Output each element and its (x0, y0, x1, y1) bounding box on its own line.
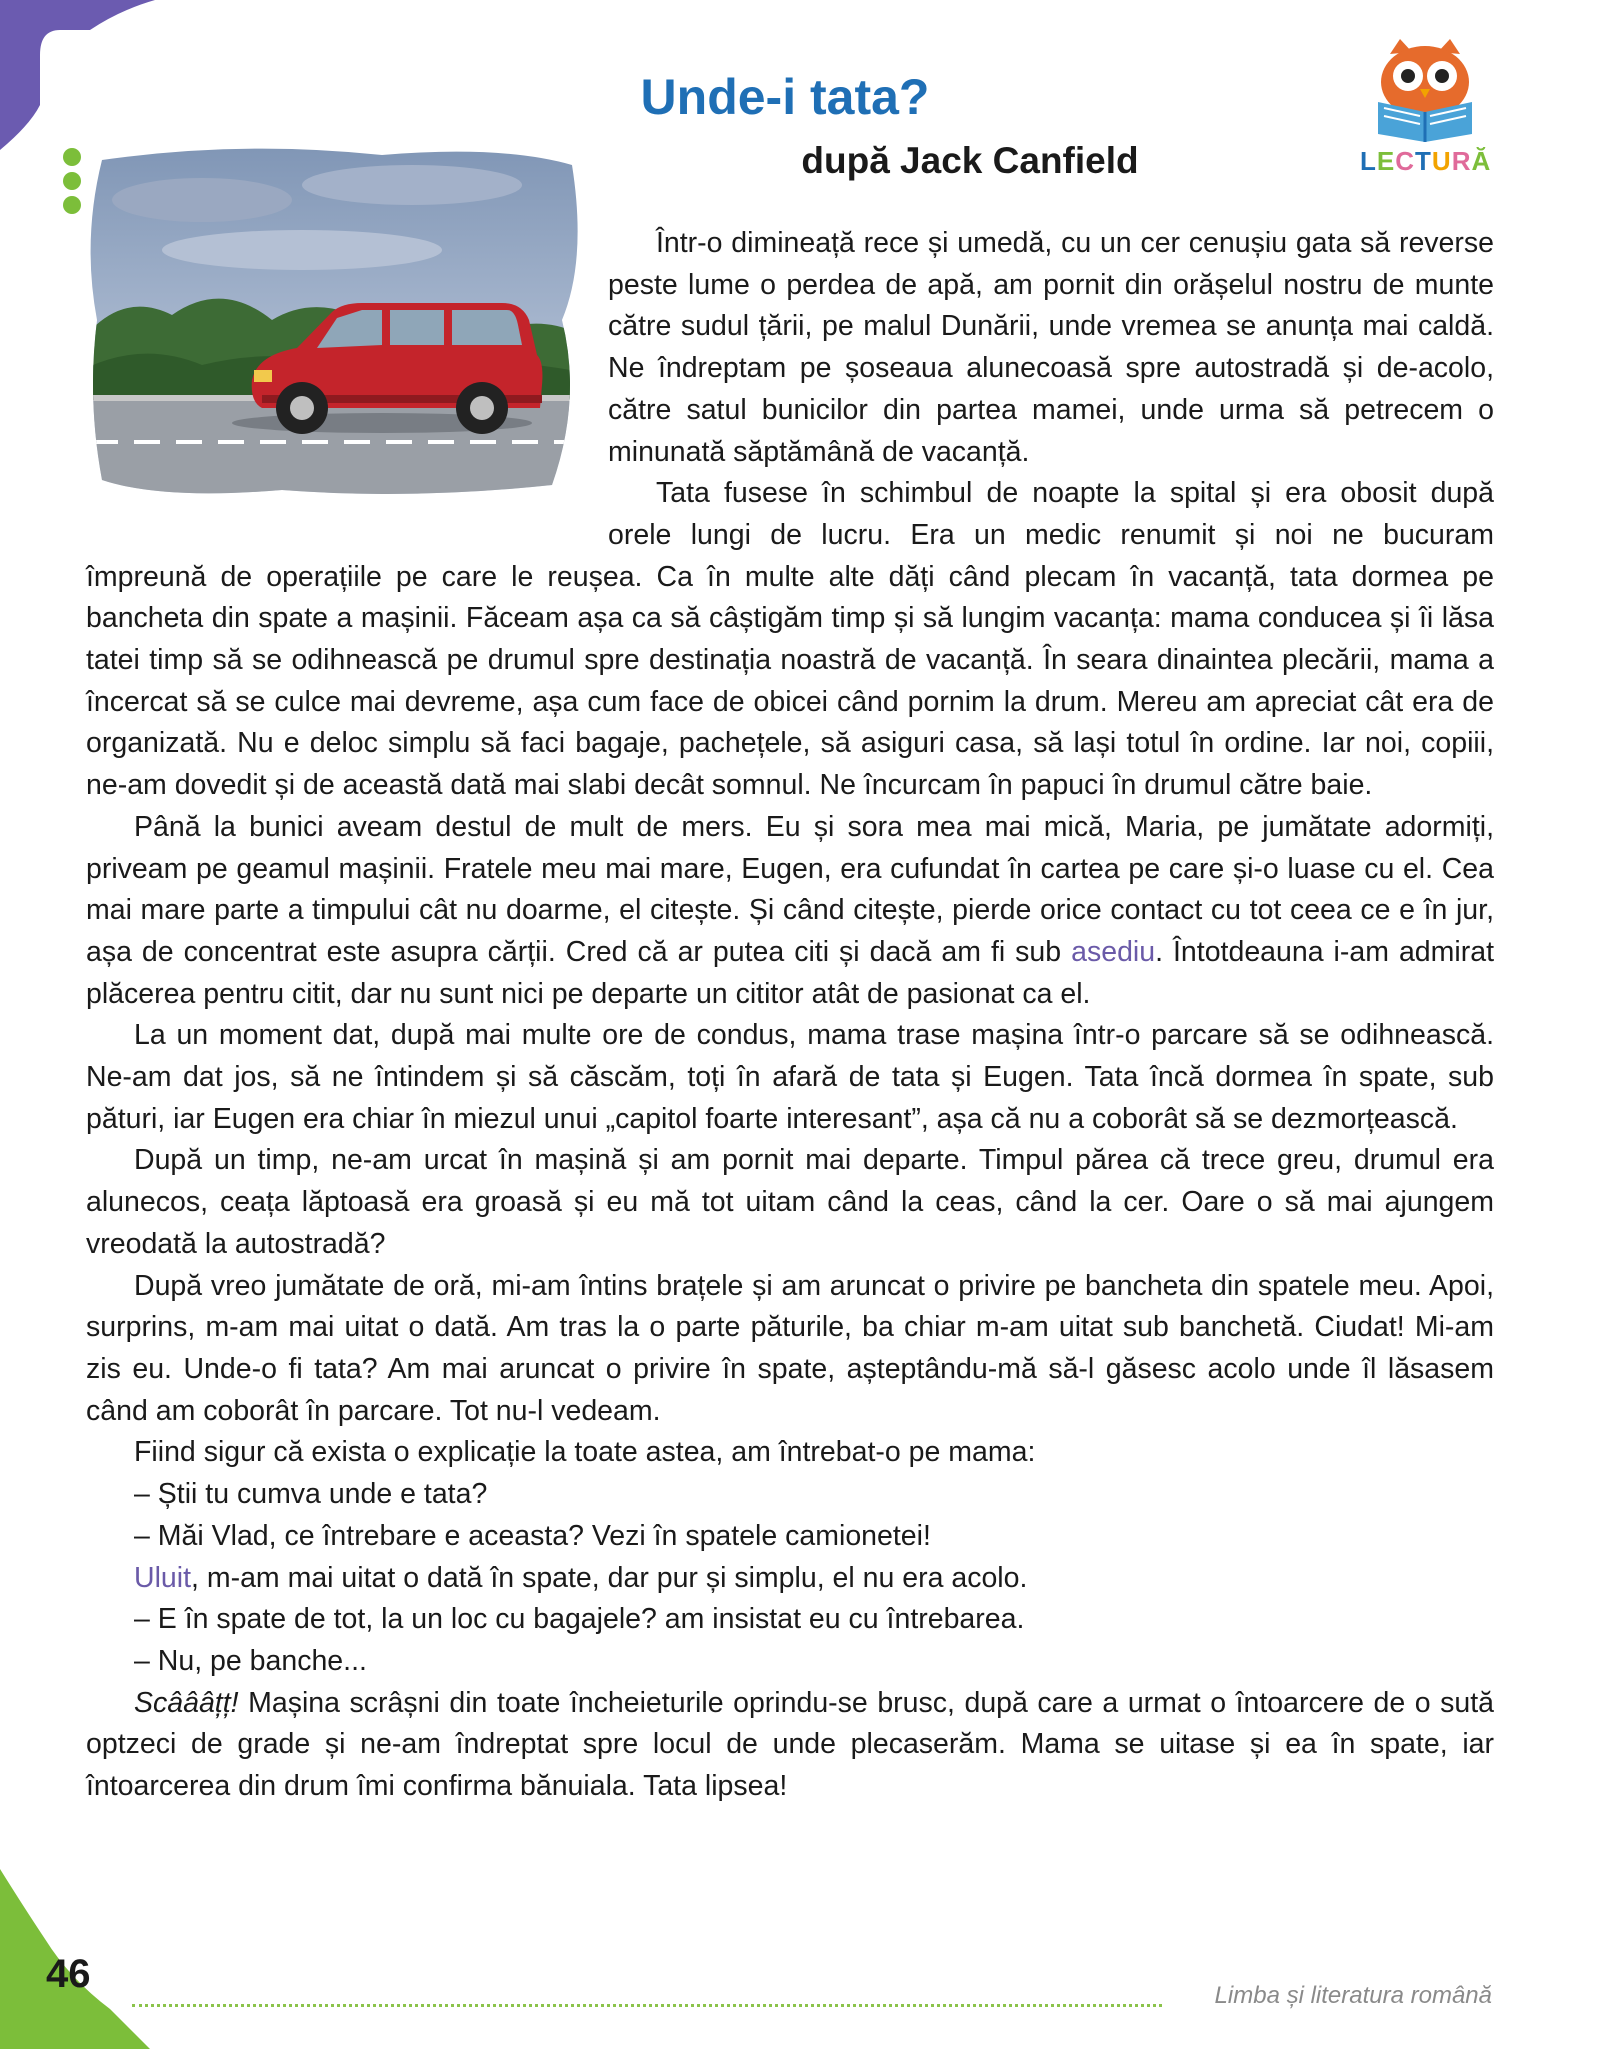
reading-badge (1360, 34, 1490, 194)
corner-decoration-top-left (0, 0, 160, 150)
paragraph-2: Tata fusese în schimbul de noapte la spital și era obosit după orele lungi de lucru. Era un medic renumit și noi ne bucuram împreună de operațiile pe care le reușea. Ca în multe alte dăți când plecam în vacanță, tata dormea pe bancheta din spate a mașinii. Făceam așa ca să câștigăm timp și să lungim vacanța: mama conducea și îi lăsa tatei timp să se odihnească pe drumul spre destinația noastră de vacanță. În seara dinaintea plecării, mama a încercat să se culce mai devreme, așa cum face de obicei când pornim la drum. Mereu am apreciat cât era de organizată. Nu e deloc simplu să faci bagaje, pachețele, să asiguri casa, să lași totul în ordine. Iar noi, copiii, ne-am dovedit și de această dată mai slabi decât somnul. Ne încurcam în papuci în drumul către baie. (86, 477, 1494, 802)
paragraph-3: Până la bunici aveam destul de mult de mers. Eu și sora mea mai mică, Maria, pe jumătate adormiți, priveam pe geamul mașinii. Fratele meu mai mare, Eugen, era cufundat în cartea pe care și-o luase cu el. Cea mai mare parte a timpului cât nu doarme, el citește. Și când citește, pierde orice contact cu tot ceea ce e în jur, așa de concentrat este asupra cărții. Cred că ar putea citi și dacă am fi sub asediu. Întotdeauna i-am admirat plăcerea pentru citit, dar nu sunt nici pe departe un cititor atât de pasionat ca el. (86, 810, 1494, 1010)
dialogue-line-2: – Măi Vlad, ce întrebare e aceasta? Vezi în spatele camionetei! (134, 1519, 931, 1552)
paragraph-8: Uluit, m-am mai uitat o dată în spate, dar pur și simplu, el nu era acolo. (134, 1561, 1028, 1594)
paragraph-7: Fiind sigur că exista o explicație la toate astea, am întrebat-o pe mama: (134, 1436, 1036, 1469)
author-line: după Jack Canfield (801, 140, 1139, 181)
paragraph-4: La un moment dat, după mai multe ore de condus, mama trase mașina într-o parcare să se odihnească. Ne-am dat jos, să ne întindem și să căscăm, toți în afară de tata și Eugen. Tata încă dormea în spate, sub pături, iar Eugen era chiar în miezul unui „capitol foarte interesant”, așa că nu a coborât să se dezmorțească. (86, 1019, 1494, 1135)
badge-label: LECTURĂ (1360, 146, 1492, 176)
footer-divider (132, 2004, 1162, 2007)
bullet-dots (63, 148, 81, 220)
page-number: 46 (46, 1952, 91, 1996)
dialogue-line-1: – Știi tu cumva unde e tata? (134, 1478, 488, 1511)
paragraph-6: După vreo jumătate de oră, mi-am întins brațele și am aruncat o privire pe bancheta din spatele meu. Apoi, surprins, m-am mai uitat o dată. Am tras la o parte păturile, ba chiar m-am uitat sub banchetă. Ciudat! Mi-am zis eu. Unde-o fi tata? Am mai aruncat o privire în spate, așteptându-mă să-l găsesc acolo unde îl lăsasem când am coborât în parcare. Tot nu-l vedeam. (86, 1269, 1494, 1427)
dialogue-line-3: – E în spate de tot, la un loc cu bagajele? am insistat eu cu întrebarea. (134, 1603, 1025, 1636)
glossary-word-uluit[interactable]: Uluit (134, 1561, 192, 1594)
dialogue-line-4: – Nu, pe banche... (134, 1644, 367, 1677)
illustration-placeholder (86, 223, 608, 517)
footer-book-title: Limba și literatura română (1214, 1982, 1492, 2009)
story-text (86, 223, 1494, 1808)
paragraph-9: Scâââțț! Mașina scrâșni din toate încheieturile oprindu-se brusc, după care a urmat o întoarcere de o sută optzeci de grade și ne-am îndreptat spre locul de unde plecaserăm. Mama se uitase și ea în spate, iar întoarcerea din drum îmi confirma bănuiala. Tata lipsea! (86, 1686, 1494, 1803)
paragraph-5: După un timp, ne-am urcat în mașină și am pornit mai departe. Timpul părea că trece greu, drumul era alunecos, ceața lăptoasă era groasă și eu mă tot uitam când la ceas, când la cer. Oare o să mai ajungem vreodată la autostradă? (86, 1144, 1494, 1260)
owl-reading-icon (1360, 34, 1490, 144)
paragraph-1: Într-o dimineață rece și umedă, cu un cer cenușiu gata să reverse peste lume o perdea de apă, am pornit din orășelul nostru de munte către sudul țării, pe malul Dunării, unde vremea se anunța mai caldă. Ne îndreptam pe șoseaua alunecoasă spre autostradă și de-acolo, către satul bunicilor din partea mamei, unde urma să petrecem o minunată săptămână de vacanță. (608, 227, 1494, 468)
page-title: Unde-i tata? (640, 69, 930, 125)
glossary-word-asediu[interactable]: asediu (1071, 935, 1156, 968)
